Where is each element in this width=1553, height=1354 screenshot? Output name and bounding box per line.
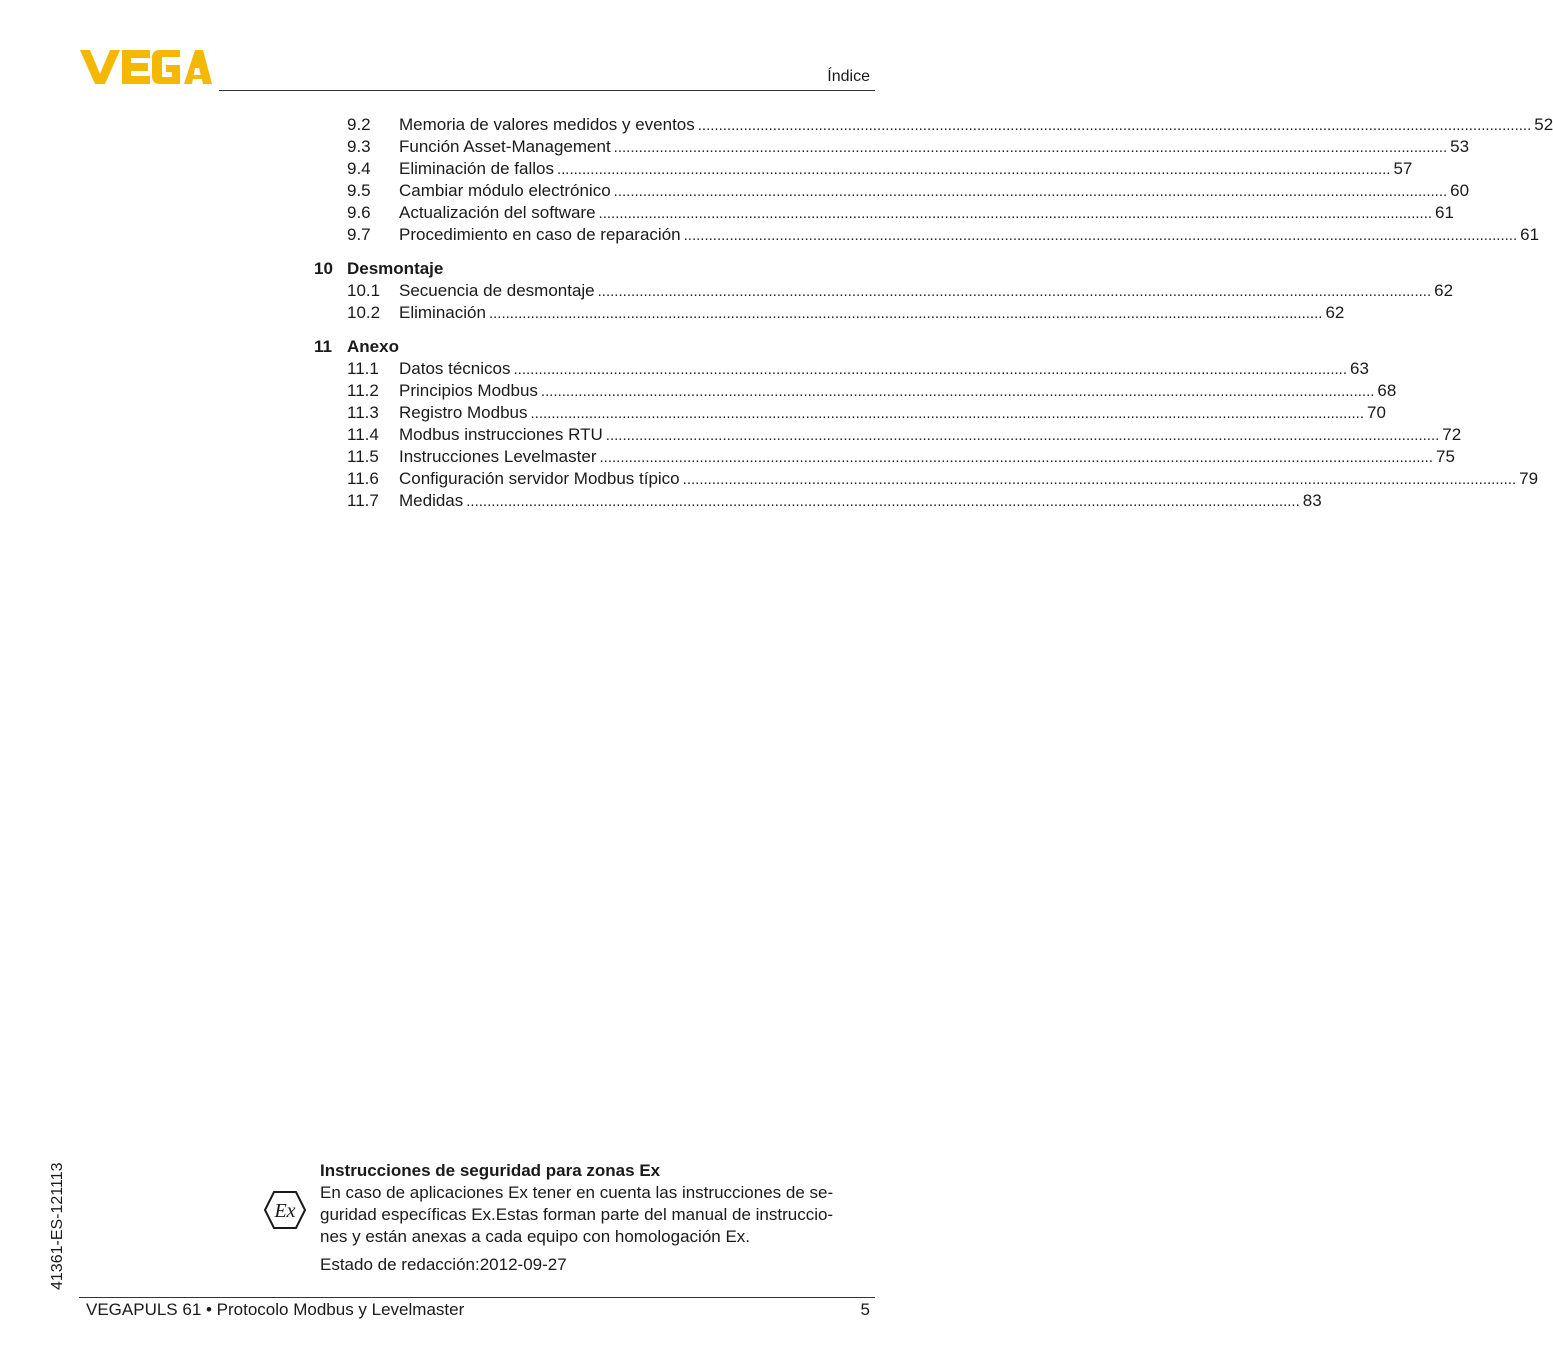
toc-entry-title: Función Asset-Management	[399, 137, 611, 156]
toc-entry[interactable]	[314, 280, 1454, 302]
toc-leader-dots: ........................................................................................................................................................................................................	[613, 183, 1448, 200]
toc-leader-dots: ........................................................................................................................................................................................................	[597, 283, 1432, 300]
toc-entry-number: 9.7	[347, 225, 371, 244]
toc-chapter-heading[interactable]	[314, 336, 875, 358]
toc-leader-dots: ........................................................................................................................................................................................................	[488, 305, 1323, 322]
toc-entry[interactable]	[314, 490, 1322, 512]
toc-leader-dots: ........................................................................................................................................................................................................	[613, 139, 1448, 156]
toc-entry-number: 11.1	[347, 359, 379, 378]
toc-entry-title: Medidas	[399, 491, 464, 510]
toc-entry-number: 9.4	[347, 159, 371, 178]
header-label: Índice	[827, 68, 870, 85]
toc-entry-title: Configuración servidor Modbus típico	[399, 469, 680, 488]
toc-entry[interactable]	[314, 158, 1413, 180]
toc-entry-page: 75	[1435, 447, 1455, 466]
notice-line: nes y están anexas a cada equipo con homologación Ex.	[320, 1227, 751, 1246]
toc-entry-number: 9.2	[347, 115, 371, 134]
toc-leader-dots: ........................................................................................................................................................................................................	[605, 427, 1440, 444]
toc-entry-number: 9.6	[347, 203, 371, 222]
toc-entry[interactable]	[314, 468, 1539, 490]
toc-entry-page: 63	[1350, 359, 1369, 378]
toc-entry[interactable]	[314, 380, 1397, 402]
toc-entry-number: 11.4	[347, 425, 379, 444]
toc-entry-number: 10.1	[347, 281, 381, 300]
toc-entry[interactable]	[314, 358, 1369, 380]
toc-leader-dots: ........................................................................................................................................................................................................	[697, 117, 1532, 134]
toc-entry-number: 11.3	[347, 403, 379, 422]
header-divider	[219, 90, 875, 91]
toc-entry-page: 72	[1442, 425, 1462, 444]
footer-divider	[79, 1297, 875, 1298]
toc-entry-page: 79	[1519, 469, 1539, 488]
toc-entry-page: 52	[1534, 115, 1553, 134]
toc-chapter-heading[interactable]	[314, 258, 875, 280]
toc-entry[interactable]	[314, 424, 1462, 446]
notice-line: En caso de aplicaciones Ex tener en cuenta las instrucciones de se-	[320, 1183, 834, 1202]
toc-entry-page: 62	[1434, 281, 1454, 300]
toc-entry-number: 11.6	[347, 469, 379, 488]
vega-logo	[80, 50, 212, 84]
toc-entry-number: 11.7	[347, 491, 379, 510]
toc-entry-number: 9.5	[347, 181, 371, 200]
toc-entry[interactable]	[314, 302, 1345, 324]
svg-text:Ex: Ex	[274, 1200, 296, 1222]
edition-status: Estado de redacción:2012-09-27	[320, 1255, 567, 1274]
ex-icon	[263, 1190, 307, 1230]
toc-entry-page: 61	[1435, 203, 1454, 222]
toc-entry-title: Actualización del software	[399, 203, 596, 222]
notice-title: Instrucciones de seguridad para zonas Ex	[320, 1161, 661, 1180]
toc-entry-page: 83	[1302, 491, 1322, 510]
toc-entry-number: 10.2	[347, 303, 381, 322]
document-id: 41361-ES-121113	[49, 1162, 66, 1290]
toc-entry-page: 57	[1393, 159, 1413, 178]
toc-leader-dots: ........................................................................................................................................................................................................	[466, 493, 1300, 510]
toc-chapter-number: 11	[314, 337, 332, 356]
toc-entry-number: 9.3	[347, 137, 371, 156]
toc-entry-title: Procedimiento en caso de reparación	[399, 225, 681, 244]
toc-entry-page: 62	[1325, 303, 1345, 322]
toc-entry-title: Principios Modbus	[399, 381, 538, 400]
toc-chapter-number: 10	[314, 259, 333, 278]
toc-entry[interactable]	[314, 224, 1540, 246]
toc-entry-title: Instrucciones Levelmaster	[399, 447, 597, 466]
toc-entry-title: Secuencia de desmontaje	[399, 281, 595, 300]
toc-entry-number: 11.5	[347, 447, 379, 466]
toc-chapter-title: Desmontaje	[347, 259, 444, 278]
notice-line: guridad específicas Ex.Estas forman parte del manual de instruccio-	[320, 1205, 834, 1224]
toc-entry-title: Registro Modbus	[399, 403, 528, 422]
toc-entry-page: 61	[1520, 225, 1540, 244]
toc-leader-dots: ........................................................................................................................................................................................................	[540, 383, 1375, 400]
toc-entry[interactable]	[314, 180, 1470, 202]
footer-title: VEGAPULS 61 • Protocolo Modbus y Levelmaster	[86, 1300, 465, 1319]
toc-chapter-title: Anexo	[347, 337, 399, 356]
notice-body	[320, 1182, 870, 1248]
table-of-contents	[314, 114, 1553, 512]
toc-entry-title: Eliminación de fallos	[399, 159, 554, 178]
toc-entry-title: Cambiar módulo electrónico	[399, 181, 611, 200]
toc-entry-title: Memoria de valores medidos y eventos	[399, 115, 695, 134]
toc-entry[interactable]	[314, 446, 1455, 468]
toc-entry-title: Modbus instrucciones RTU	[399, 425, 603, 444]
toc-entry[interactable]	[314, 202, 1454, 224]
toc-leader-dots: ........................................................................................................................................................................................................	[513, 361, 1347, 378]
toc-entry-title: Eliminación	[399, 303, 486, 322]
toc-leader-dots: ........................................................................................................................................................................................................	[682, 471, 1517, 488]
safety-notice	[320, 1160, 880, 1276]
toc-leader-dots: ........................................................................................................................................................................................................	[530, 405, 1365, 422]
toc-entry-page: 70	[1367, 403, 1386, 422]
page-number: 5	[860, 1300, 870, 1319]
toc-leader-dots: ........................................................................................................................................................................................................	[683, 227, 1518, 244]
toc-leader-dots: ........................................................................................................................................................................................................	[599, 449, 1433, 466]
toc-entry[interactable]	[314, 114, 1553, 136]
toc-leader-dots: ........................................................................................................................................................................................................	[598, 205, 1433, 222]
toc-entry[interactable]	[314, 402, 1386, 424]
toc-leader-dots: ........................................................................................................................................................................................................	[556, 161, 1391, 178]
toc-entry-page: 68	[1377, 381, 1397, 400]
toc-entry-number: 11.2	[347, 381, 379, 400]
toc-entry-page: 60	[1450, 181, 1470, 200]
toc-entry[interactable]	[314, 136, 1470, 158]
toc-entry-page: 53	[1450, 137, 1470, 156]
toc-entry-title: Datos técnicos	[399, 359, 511, 378]
